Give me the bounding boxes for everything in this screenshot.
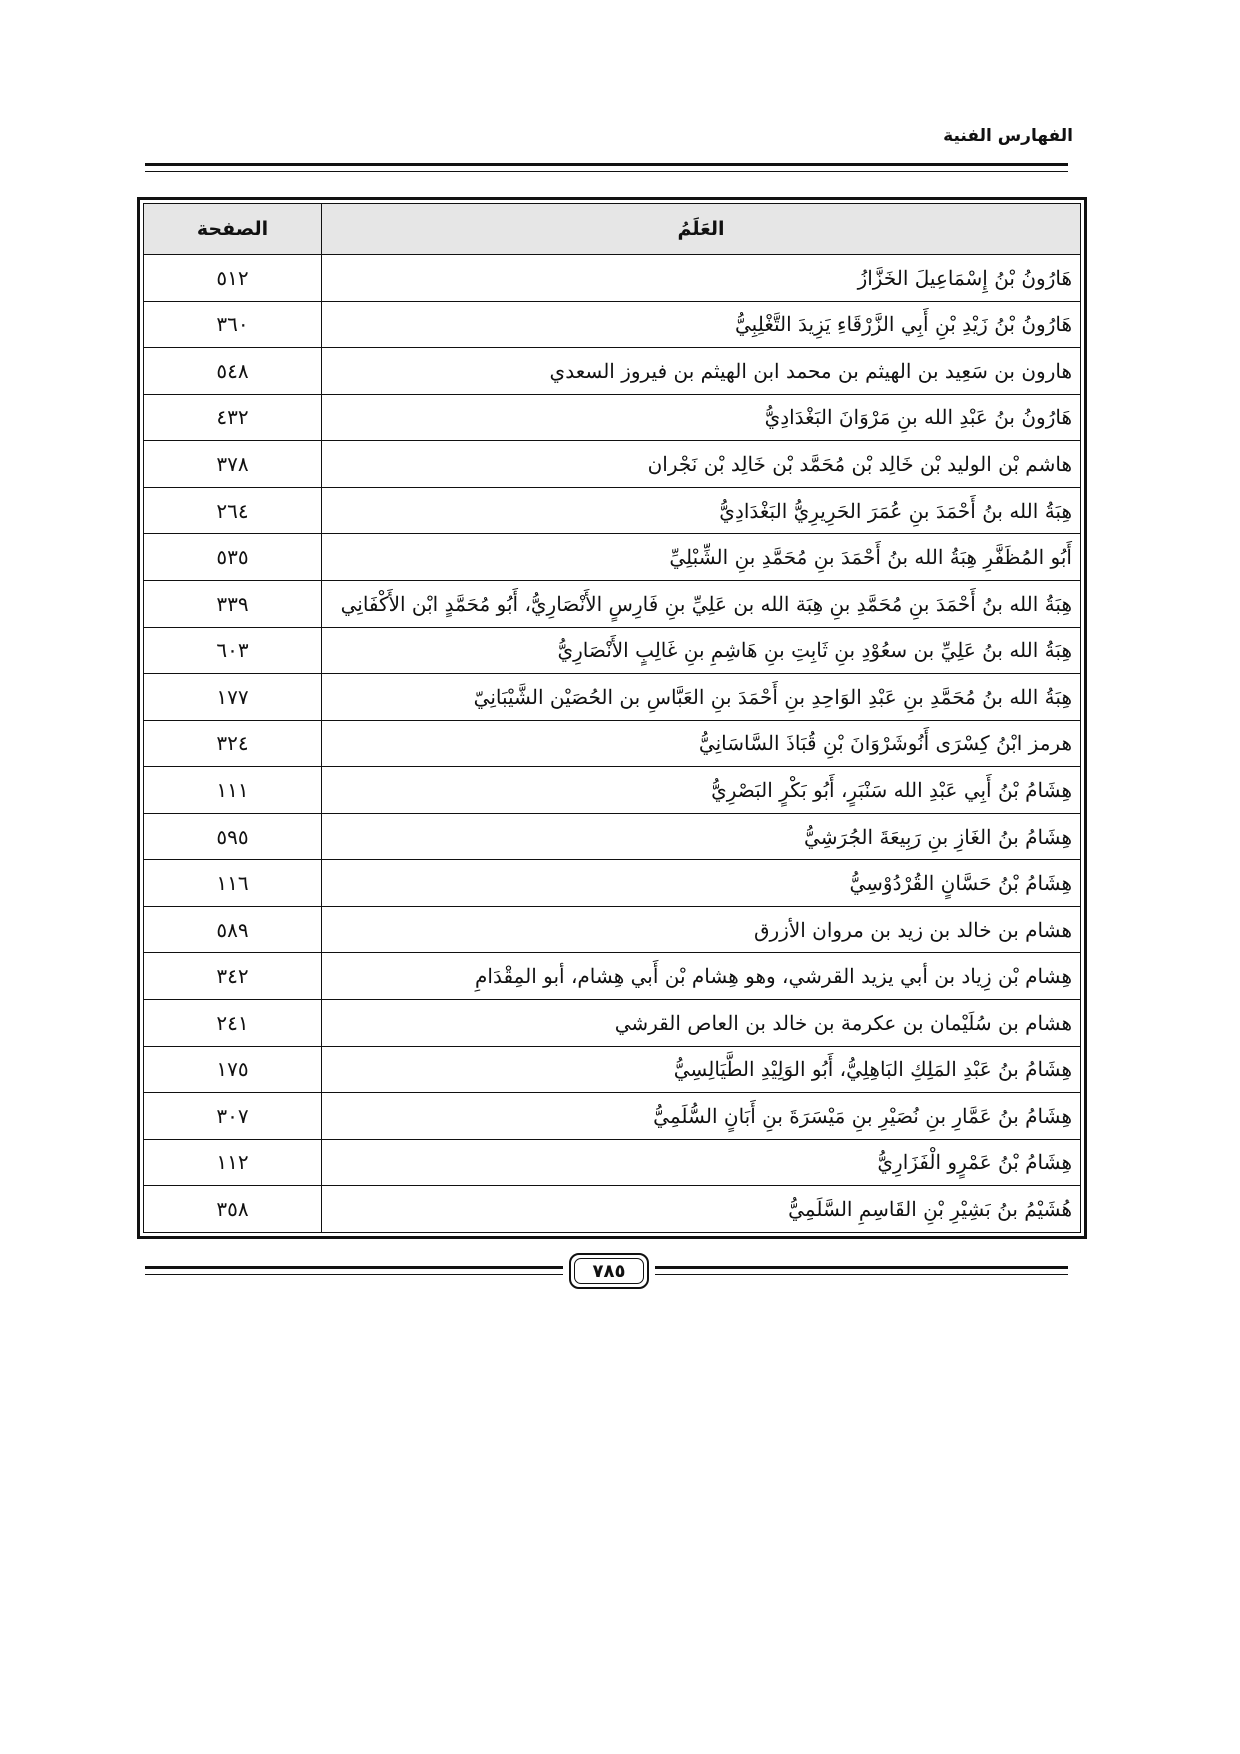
page-reference: ١١٢ xyxy=(144,1139,322,1186)
page-reference: ٥١٢ xyxy=(144,255,322,302)
table-row xyxy=(144,674,1081,721)
table-row xyxy=(144,301,1081,348)
person-name: هِشَامُ بنُ عَمَّارِ بنِ نُصَيْرِ بنِ مَيْسَرَةَ بنِ أَبَانٍ السُّلَمِيُّ xyxy=(322,1093,1081,1140)
person-name: هِشَامُ بْنُ أَبِي عَبْدِ الله سَنْبَرٍ، أَبُو بَكْرٍ البَصْرِيُّ xyxy=(322,767,1081,814)
person-name: هِشَامُ بْنُ عَمْرٍو الْفَزَارِيُّ xyxy=(322,1139,1081,1186)
person-name: أَبُو المُظَفَّرِ هِبَةُ الله بنُ أَحْمَدَ بنِ مُحَمَّدِ بنِ الشِّبْلِيِّ xyxy=(322,534,1081,581)
page-reference: ٢٤١ xyxy=(144,1000,322,1047)
page-reference: ٥٣٥ xyxy=(144,534,322,581)
page-reference: ٣٥٨ xyxy=(144,1186,322,1233)
page-reference: ١٧٥ xyxy=(144,1046,322,1093)
column-header-name: العَلَمُ xyxy=(322,204,1081,255)
table-row xyxy=(144,441,1081,488)
header-divider xyxy=(145,163,1068,172)
table-row xyxy=(144,394,1081,441)
person-name: هِشَامُ بنُ عَبْدِ المَلِكِ البَاهِلِيُّ، أَبُو الوَلِيْدِ الطَّيَالِسِيُّ xyxy=(322,1046,1081,1093)
page-reference: ٥٩٥ xyxy=(144,813,322,860)
table-row xyxy=(144,1000,1081,1047)
table-row xyxy=(144,1186,1081,1233)
page-reference: ٤٣٢ xyxy=(144,394,322,441)
table-row xyxy=(144,906,1081,953)
person-name: هُشَيْمُ بنُ بَشِيْرِ بْنِ القَاسِمِ السَّلَمِيُّ xyxy=(322,1186,1081,1233)
page-reference: ٣٧٨ xyxy=(144,441,322,488)
footer-divider-right xyxy=(655,1266,1068,1275)
page-reference: ١١٦ xyxy=(144,860,322,907)
column-header-page: الصفحة xyxy=(144,204,322,255)
table-row xyxy=(144,534,1081,581)
table-header-row xyxy=(144,204,1081,255)
person-name: هِبَةُ الله بنُ أَحْمَدَ بنِ عُمَرَ الحَرِيرِيُّ البَغْدَادِيُّ xyxy=(322,487,1081,534)
page-reference: ٣٣٩ xyxy=(144,580,322,627)
page-number: ٧٨٥ xyxy=(592,1260,626,1282)
table-row xyxy=(144,720,1081,767)
names-index-table xyxy=(143,203,1081,1233)
table-row xyxy=(144,580,1081,627)
index-table-frame xyxy=(137,197,1087,1239)
page-reference: ٦٠٣ xyxy=(144,627,322,674)
table-row xyxy=(144,1093,1081,1140)
table-row xyxy=(144,255,1081,302)
table-row xyxy=(144,860,1081,907)
page-reference: ١١١ xyxy=(144,767,322,814)
person-name: هارون بن سَعِيد بن الهيثم بن محمد ابن الهيثم بن فيروز السعدي xyxy=(322,348,1081,395)
person-name: هَارُونُ بنُ عَبْدِ الله بنِ مَرْوَانَ البَغْدَادِيُّ xyxy=(322,394,1081,441)
person-name: هاشم بْن الوليد بْن خَالِد بْن مُحَمَّد بْن خَالِد بْن نَجْران xyxy=(322,441,1081,488)
page-reference: ٥٤٨ xyxy=(144,348,322,395)
page-reference: ١٧٧ xyxy=(144,674,322,721)
footer-divider-left xyxy=(145,1266,563,1275)
page-reference: ٣٠٧ xyxy=(144,1093,322,1140)
person-name: هشام بن سُلَيْمان بن عكرمة بن خالد بن العاص القرشي xyxy=(322,1000,1081,1047)
page-reference: ٣٦٠ xyxy=(144,301,322,348)
page-reference: ٣٢٤ xyxy=(144,720,322,767)
person-name: هِشام بْن زِياد بن أبي يزيد القرشي، وهو هِشام بْن أَبي هِشام، أبو المِقْدَامِ xyxy=(322,953,1081,1000)
table-row xyxy=(144,1139,1081,1186)
table-row xyxy=(144,953,1081,1000)
page-number-badge xyxy=(569,1253,649,1289)
table-row xyxy=(144,813,1081,860)
page-reference: ٥٨٩ xyxy=(144,906,322,953)
person-name: هِبَةُ الله بنُ أَحْمَدَ بنِ مُحَمَّدِ بنِ هِبَة الله بن عَلِيِّ بنِ فَارِسٍ الأَنْصَارِيُّ، أَبُو مُحَمَّدٍ ابْن الأَكْفَانِي xyxy=(322,580,1081,627)
person-name: هِشَامُ بنُ الغَازِ بنِ رَبِيعَةَ الجُرَشِيُّ xyxy=(322,813,1081,860)
table-row xyxy=(144,767,1081,814)
table-row xyxy=(144,487,1081,534)
person-name: هِشَامُ بْنُ حَسَّانٍ القُرْدُوْسِيُّ xyxy=(322,860,1081,907)
table-row xyxy=(144,627,1081,674)
table-row xyxy=(144,1046,1081,1093)
page-reference: ٢٦٤ xyxy=(144,487,322,534)
person-name: هرمز ابْنُ كِسْرَى أَنُوشَرْوَانَ بْنِ قُبَاذَ السَّاسَانِيُّ xyxy=(322,720,1081,767)
table-row xyxy=(144,348,1081,395)
person-name: هِبَةُ الله بنُ عَلِيِّ بن سعُوْدِ بنِ ثَابِتِ بنِ هَاشِمِ بنِ غَالِبٍ الأَنْصَارِيُّ xyxy=(322,627,1081,674)
page-header-title: الفهارس الفنية xyxy=(943,126,1073,146)
person-name: هِبَةُ الله بنُ مُحَمَّدِ بنِ عَبْدِ الوَاحِدِ بنِ أَحْمَدَ بنِ العَبَّاسِ بن الحُصَيْن الشَّيْبَانِيّ xyxy=(322,674,1081,721)
page-reference: ٣٤٢ xyxy=(144,953,322,1000)
person-name: هَارُونُ بْنُ إِسْمَاعِيلَ الخَزَّازُ xyxy=(322,255,1081,302)
person-name: هَارُونُ بْنُ زَيْدِ بْنِ أَبِي الزَّرْقَاءِ يَزِيدَ التَّغْلِبِيُّ xyxy=(322,301,1081,348)
person-name: هشام بن خالد بن زيد بن مروان الأزرق xyxy=(322,906,1081,953)
